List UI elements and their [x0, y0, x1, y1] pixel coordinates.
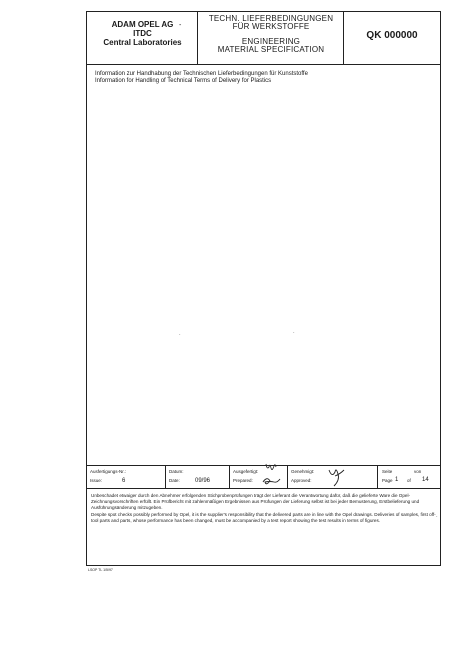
- responsibility-paragraph-de: Unbeschadet etwaiger durch den Abnehmer erfolgenden Stichprobenprüfungen trägt der Lieferant die Verantwortung dafür, daß die gelieferte Ware die Opel-Zeichnungsvorschriften erfüllt. Ein Prüfbericht mit zahlenmäßigen Ergebnissen aus Prüfungen der Lieferung selbst ist bei jeder Bemusterung, Erstbelieferung und Ausführungsänderung mitzugeben.: [91, 493, 420, 511]
- approval-table: [87, 465, 440, 489]
- doc-number-block: [344, 12, 440, 64]
- of-label-en: of: [407, 478, 411, 483]
- document-page: [86, 11, 441, 566]
- responsibility-paragraph-en: Despite spot checks possibly performed by Opel, it is the supplier's responsibility that the delivered parts are in line with the Opel drawings. Deliveries of samples, first off-tool parts and parts, whose performance has been changed, must be accompanied by a test report showing the test results in terms of figures.: [91, 512, 436, 524]
- issue-label-de: Ausfertigungs-Nr.:: [90, 469, 127, 474]
- approver-signature: [324, 464, 350, 490]
- info-line-en: Information for Handling of Technical Terms of Delivery for Plastics: [95, 78, 272, 84]
- company-name: ADAM OPEL AG: [111, 20, 174, 29]
- page-total: 14: [422, 477, 429, 483]
- title-de-line1: TECHN. LIEFERBEDINGUNGEN: [208, 14, 334, 23]
- info-line-de: Information zur Handhabung der Technischen Lieferbedingungen für Kunststoffe: [95, 71, 308, 77]
- issue-value: 6: [122, 478, 126, 484]
- scan-dot: ·: [179, 332, 181, 338]
- date-label-de: Datum:: [169, 469, 184, 474]
- company-block: [87, 12, 198, 64]
- prepared-label-en: Prepared:: [233, 478, 253, 483]
- date-value: 09/96: [195, 478, 211, 484]
- prepared-label-de: Ausgefertigt:: [233, 469, 259, 474]
- scan-mark: -: [179, 22, 182, 29]
- title-block: [198, 12, 344, 64]
- date-label-en: Date:: [169, 478, 180, 483]
- of-label-de: von: [414, 469, 422, 474]
- date-cell: [166, 466, 230, 488]
- department-name: ITDC: [133, 29, 152, 38]
- title-en-line1: ENGINEERING: [241, 37, 301, 46]
- scan-dot: ·: [436, 514, 438, 520]
- prepared-cell: [230, 466, 288, 488]
- approved-cell: [288, 466, 378, 488]
- issue-label-en: Issue:: [90, 478, 103, 483]
- preparer-signature: [260, 460, 290, 490]
- document-header: [87, 12, 440, 65]
- issue-cell: [87, 466, 166, 488]
- approved-label-de: Genehmigt:: [291, 469, 315, 474]
- page-label-de: Seite: [382, 469, 393, 474]
- laboratory-name: Central Laboratories: [103, 38, 182, 47]
- form-reference: LSOP TL 1/5/97: [88, 568, 113, 572]
- doc-number: QK 000000: [366, 30, 418, 41]
- page-label-en: Page: [382, 478, 393, 483]
- title-en-line2: MATERIAL SPECIFICATION: [217, 45, 325, 54]
- page-value: 1: [395, 477, 399, 483]
- page-cell: [378, 466, 440, 488]
- scan-dot: ·: [293, 330, 295, 336]
- approved-label-en: Approved:: [291, 478, 312, 483]
- title-de-line2: FÜR WERKSTOFFE: [232, 22, 310, 31]
